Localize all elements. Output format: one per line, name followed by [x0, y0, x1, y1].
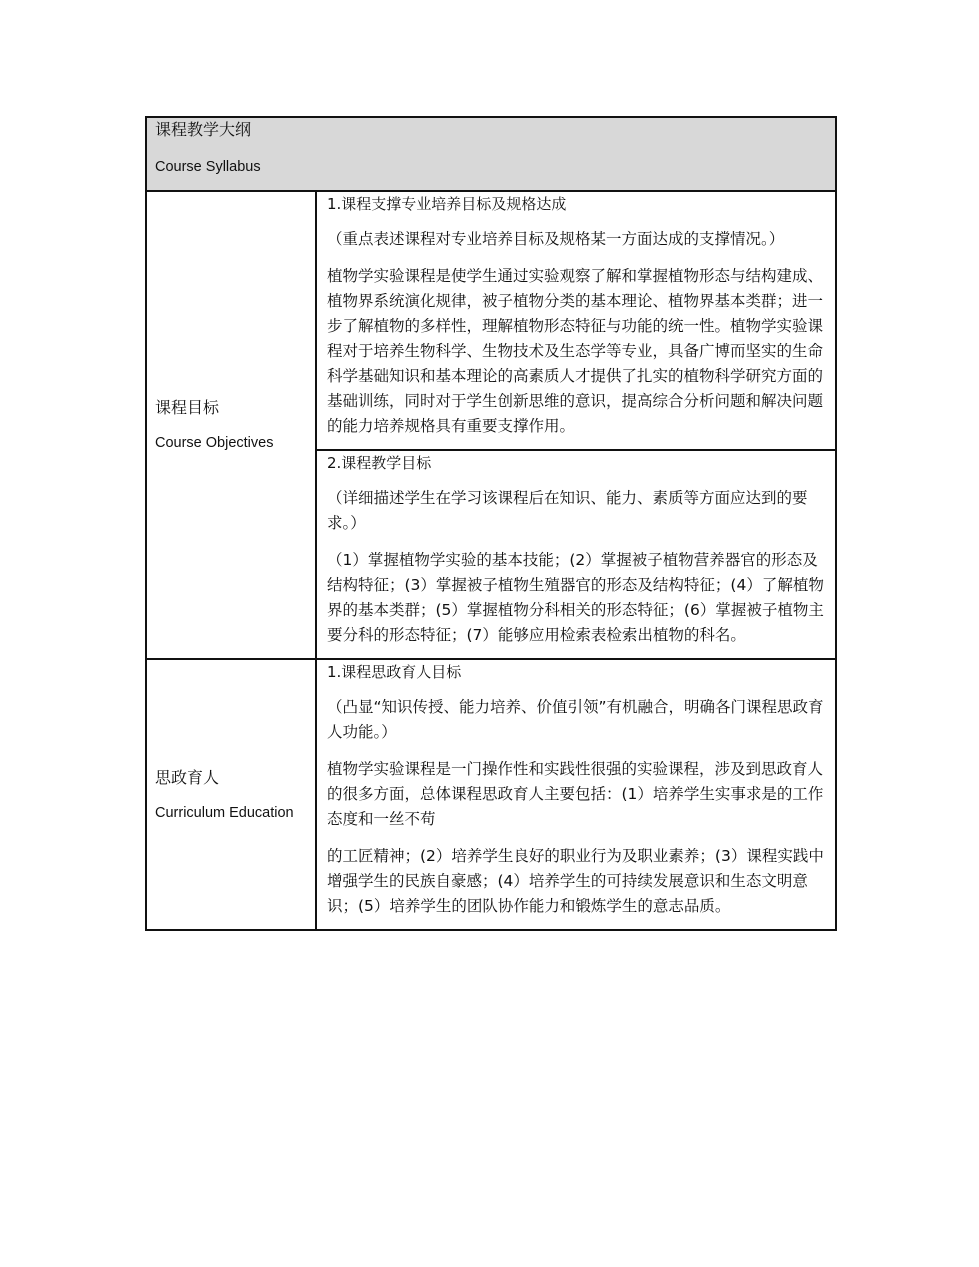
header-title-zh: 课程教学大纲 — [155, 120, 252, 139]
spacer — [327, 439, 826, 449]
syllabus-table — [145, 116, 837, 931]
objectives-label-cell — [146, 191, 316, 659]
education-section-1-body-1: 植物学实验课程是一门操作性和实践性很强的实验课程，涉及到思政育人的很多方面，总体课程思政育人主要包括：(1）培养学生实事求是的工作态度和一丝不苟 — [327, 760, 824, 828]
objectives-section-2-title: 2.课程教学目标 — [327, 454, 432, 472]
education-label-en: Curriculum Education — [155, 804, 294, 821]
education-label-zh: 思政育人 — [155, 767, 220, 787]
objectives-label-en: Course Objectives — [155, 435, 274, 451]
education-label-cell — [146, 659, 316, 930]
objectives-section-1-hint: （重点表述课程对专业培养目标及规格某一方面达成的支撑情况。） — [327, 230, 785, 248]
education-section-1-hint: （凸显“知识传授、能力培养、价值引领”有机融合，明确各门课程思政育人功能。） — [327, 698, 824, 741]
objectives-section-1-cell — [316, 191, 836, 450]
education-section-1-cell — [316, 659, 836, 930]
spacer — [327, 919, 826, 929]
education-row — [146, 659, 836, 930]
education-section-1-title: 1.课程思政育人目标 — [327, 663, 462, 681]
objectives-section-2-hint: （详细描述学生在学习该课程后在知识、能力、素质等方面应达到的要求。） — [327, 489, 808, 532]
objectives-section-2-body: （1）掌握植物学实验的基本技能；(2）掌握被子植物营养器官的形态及结构特征；(3）掌握被子植物生殖器官的形态及结构特征；(4）了解植物界的基本类群；(5）掌握植物分科相关的形态特征；(6）掌握被子植物主要分科的形态特征；(7）能够应用检索表检索出植物的科名。 — [327, 551, 824, 644]
objectives-label-zh: 课程目标 — [155, 398, 220, 417]
objectives-section-1-body: 植物学实验课程是使学生通过实验观察了解和掌握植物形态与结构建成、植物界系统演化规律，被子植物分类的基本理论、植物界基本类群；进一步了解植物的多样性，理解植物形态特征与功能的统一性。植物学实验课程对于培养生物科学、生物技术及生态学等专业，具备广博而坚实的生命科学基础知识和基本理论的高素质人才提供了扎实的植物科学研究方面的基础训练，同时对于学生创新思维的意识，提高综合分析问题和解决问题的能力培养规格具有重要支撑作用。 — [327, 267, 824, 435]
spacer — [327, 648, 826, 658]
objectives-section-2-cell — [316, 450, 836, 659]
education-section-1-body-2: 的工匠精神；(2）培养学生良好的职业行为及职业素养；(3）课程实践中增强学生的民族自豪感；(4）培养学生的可持续发展意识和生态文明意识；(5）培养学生的团队协作能力和锻炼学生的意志品质。 — [327, 847, 824, 915]
header-cell — [146, 117, 836, 191]
header-row — [146, 117, 836, 191]
header-title-en: Course Syllabus — [155, 159, 261, 175]
objectives-section-1-title: 1.课程支撑专业培养目标及规格达成 — [327, 195, 567, 213]
objectives-row-1 — [146, 191, 836, 450]
syllabus-sheet — [145, 116, 835, 931]
